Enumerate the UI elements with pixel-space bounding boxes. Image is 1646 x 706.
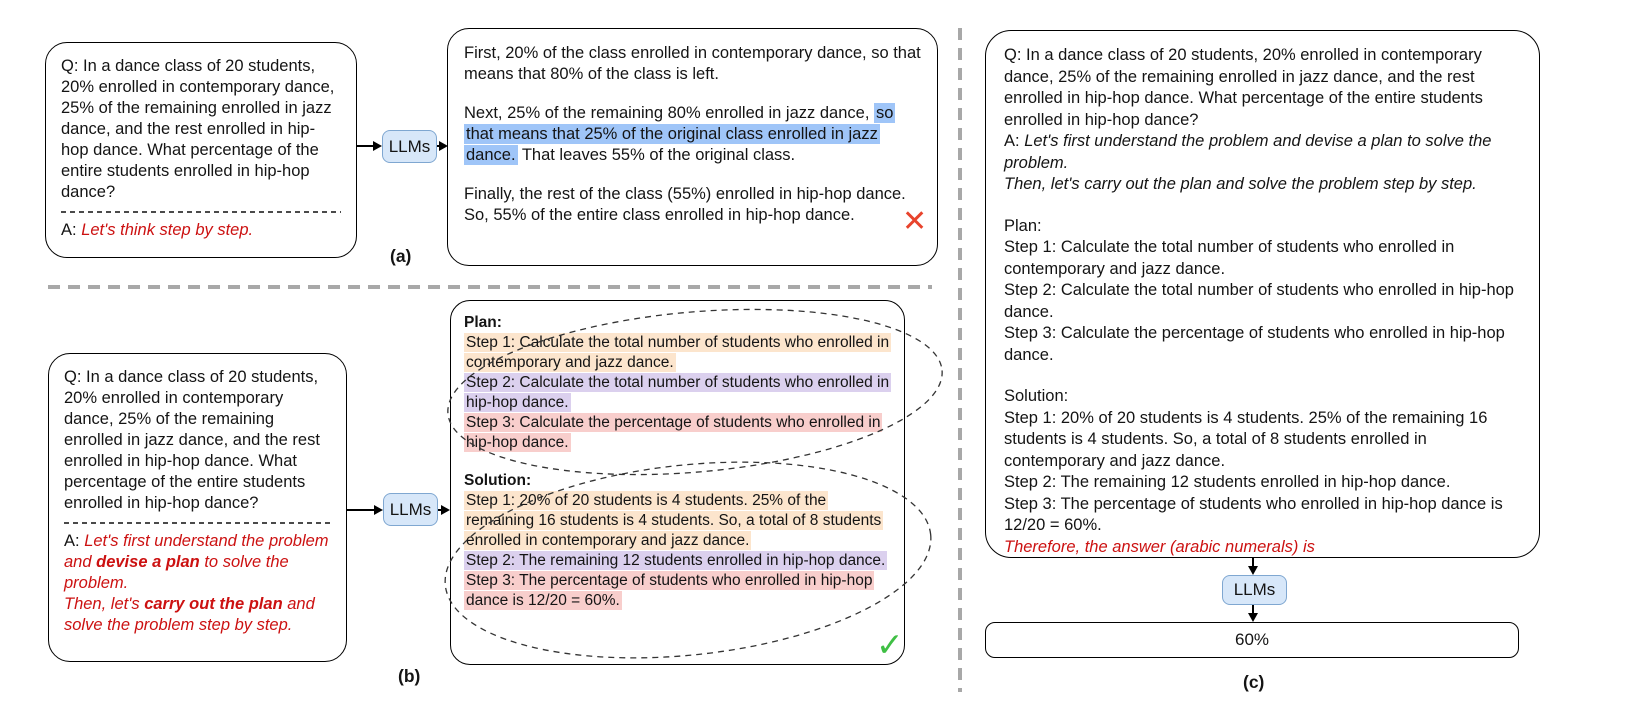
blank-line bbox=[1004, 196, 1521, 216]
panel-a-output-box bbox=[447, 28, 938, 266]
trigger-post: and solve the problem step by step. bbox=[64, 595, 315, 634]
output-a-para3: Finally, the rest of the class (55%) enrolled in hip-hop dance. So, 55% of the entire class enrolled in hip-hop dance. bbox=[464, 185, 906, 224]
solution-step-1-text: Step 1: 20% of 20 students is 4 students. 25% of the remaining 16 students is 4 students. So, a total of 8 students enrolled in contemporary and jazz dance. bbox=[466, 492, 882, 549]
panel-b-answer-line1 bbox=[64, 531, 331, 594]
solution-step-1: Step 1: 20% of 20 students is 4 students. 25% of the remaining 16 students is 4 students. So, a total of 8 students enrolled in contemporary and jazz dance. bbox=[1004, 408, 1488, 470]
solution-step-2-text: Step 2: The remaining 12 students enrolled in hip-hop dance. bbox=[466, 552, 886, 569]
trigger-post: to solve the problem. bbox=[64, 553, 289, 592]
solution-step-2 bbox=[464, 551, 891, 571]
arrow-box-to-llms-c bbox=[1252, 558, 1254, 566]
plan-step-2-text: Step 2: Calculate the total number of students who enrolled in hip-hop dance. bbox=[466, 374, 890, 411]
plan-header-text: Plan: bbox=[464, 314, 502, 331]
plan-header bbox=[464, 313, 891, 333]
plan-step-2: Step 2: Calculate the total number of students who enrolled in hip-hop dance. bbox=[1004, 281, 1514, 321]
llms-box-b: LLMs bbox=[383, 493, 438, 526]
check-mark-icon: ✓ bbox=[876, 626, 904, 663]
plan-trigger-line2 bbox=[64, 594, 331, 636]
output-a-para2-pre: Next, 25% of the remaining 80% enrolled in jazz dance, bbox=[464, 104, 874, 122]
trigger-pre: Let's first understand the problem and bbox=[64, 532, 329, 571]
cross-mark-icon: ✕ bbox=[902, 205, 928, 238]
solution-step-3-text: Step 3: The percentage of students who enrolled in hip-hop dance is 12/20 = 60%. bbox=[466, 572, 873, 609]
llms-box-c: LLMs bbox=[1222, 575, 1287, 605]
trigger-bold-devise-a-plan: devise a plan bbox=[96, 553, 200, 571]
plan-step-3-text: Step 3: Calculate the percentage of students who enrolled in hip-hop dance. bbox=[466, 414, 881, 451]
output-a-para2 bbox=[464, 103, 921, 166]
final-answer-box: 60% bbox=[985, 622, 1519, 658]
panel-c-prompt-box bbox=[985, 30, 1540, 558]
plan-step-3: Step 3: Calculate the percentage of students who enrolled in hip-hop dance. bbox=[1004, 324, 1505, 364]
prompt-separator bbox=[64, 522, 331, 524]
panel-b-question: Q: In a dance class of 20 students, 20% enrolled in contemporary dance, 25% of the remaining enrolled in jazz dance, and the rest enrolled in hip-hop dance. What percentage of the entire students enrolled in hip-hop dance? bbox=[64, 368, 320, 512]
solution-step-3: Step 3: The percentage of students who enrolled in hip-hop dance is 12/20 = 60%. bbox=[1004, 494, 1503, 534]
panel-b-prompt-box bbox=[48, 353, 347, 662]
error-highlight: so that means that 25% of the original class enrolled in jazz dance. bbox=[466, 104, 894, 164]
panel-a-question: Q: In a dance class of 20 students, 20% enrolled in contemporary dance, 25% of the remaining enrolled in jazz dance, and the rest enrolled in hip-hop dance. What percentage of the entire students enrolled in hip-hop dance? bbox=[61, 57, 335, 201]
panel-b-label: (b) bbox=[398, 666, 421, 686]
arrow-llms-to-output-a bbox=[437, 145, 439, 147]
panel-c-answer-line1 bbox=[1004, 131, 1521, 174]
trigger-line1: Let's first understand the problem and devise a plan to solve the problem. bbox=[1004, 132, 1492, 172]
output-a-para2-post: That leaves 55% of the original class. bbox=[517, 146, 796, 164]
plan-step-3 bbox=[464, 413, 891, 453]
plan-trigger-line1 bbox=[64, 532, 329, 592]
panel-divider-vertical bbox=[958, 28, 962, 692]
panel-a-label: (a) bbox=[390, 246, 412, 266]
llms-box-a: LLMs bbox=[382, 130, 437, 163]
panel-a-prompt-box bbox=[45, 42, 357, 258]
answer-label: A: bbox=[64, 532, 80, 550]
output-a-para1: First, 20% of the class enrolled in contemporary dance, so that means that 80% of the class is left. bbox=[464, 44, 921, 83]
panel-c-question: Q: In a dance class of 20 students, 20% enrolled in contemporary dance, 25% of the remaining enrolled in jazz dance, and the rest enrolled in hip-hop dance. What percentage of the entire students enrolled in hip-hop dance? bbox=[1004, 46, 1483, 129]
panel-b-output-box bbox=[450, 300, 905, 665]
solution-step-2: Step 2: The remaining 12 students enrolled in hip-hop dance. bbox=[1004, 473, 1451, 491]
trigger-bold-carry-out-the-plan: carry out the plan bbox=[144, 595, 283, 613]
plan-step-1-text: Step 1: Calculate the total number of students who enrolled in contemporary and jazz dance. bbox=[466, 334, 890, 371]
arrow-prompt-to-llms-b bbox=[347, 509, 374, 511]
blank-line bbox=[1004, 366, 1521, 386]
plan-header: Plan: bbox=[1004, 216, 1042, 235]
panel-c-label: (c) bbox=[1243, 672, 1265, 692]
trigger-pre: Then, let's bbox=[64, 595, 145, 613]
answer-label: A: bbox=[61, 221, 77, 239]
arrow-llms-to-output-b bbox=[438, 509, 441, 511]
panel-a-answer-line bbox=[61, 220, 341, 241]
solution-step-1 bbox=[464, 491, 891, 551]
plan-step-2 bbox=[464, 373, 891, 413]
arrow-llms-to-answer-c bbox=[1252, 605, 1254, 613]
solution-header: Solution: bbox=[1004, 387, 1069, 405]
solution-step-3 bbox=[464, 571, 891, 611]
prompt-separator bbox=[61, 211, 341, 213]
answer-extraction-trigger: Therefore, the answer (arabic numerals) is bbox=[1004, 537, 1315, 556]
arrow-prompt-to-llms-a bbox=[357, 145, 373, 147]
solution-header bbox=[464, 471, 891, 491]
zero-shot-cot-trigger: Let's think step by step. bbox=[81, 221, 254, 239]
plan-step-1 bbox=[464, 333, 891, 373]
solution-header-text: Solution: bbox=[464, 472, 532, 489]
panel-divider-horizontal bbox=[48, 285, 932, 289]
plan-step-1: Step 1: Calculate the total number of students who enrolled in contemporary and jazz dance. bbox=[1004, 238, 1455, 278]
trigger-line2: Then, let's carry out the plan and solve the problem step by step. bbox=[1004, 175, 1477, 193]
answer-label: A: bbox=[1004, 132, 1020, 150]
